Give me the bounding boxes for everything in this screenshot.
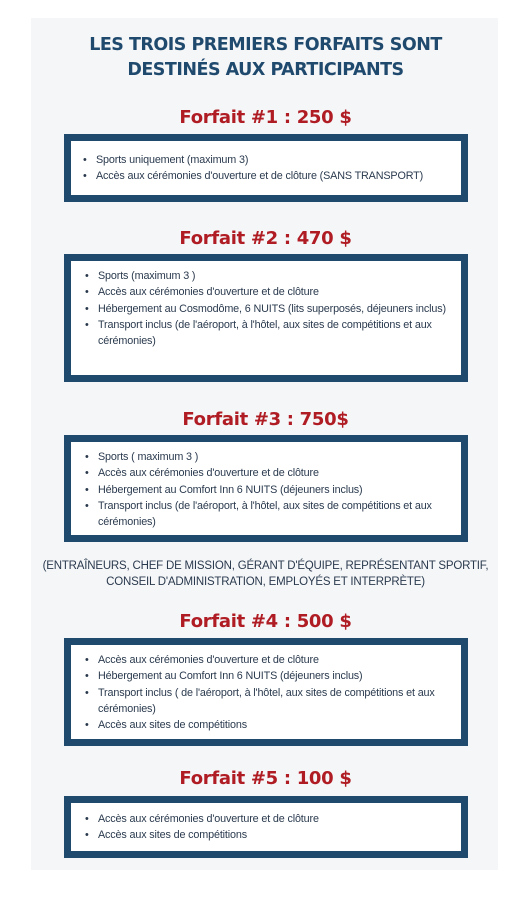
list-item: • Accès aux cérémonies d'ouverture et de clôture [82, 284, 457, 300]
staff-note [0, 558, 531, 590]
page-title-line-1: LES TROIS PREMIERS FORFAITS SONT [89, 35, 442, 55]
list-item: • Transport inclus (de l'aéroport, à l'hôtel, aux sites de compétitions et aux cérémonies) [82, 498, 447, 531]
list-item: • Hébergement au Comfort Inn 6 NUITS (déjeuners inclus) [82, 668, 447, 684]
list-item: • Sports (maximum 3 ) [82, 268, 457, 284]
forfait-5-box [64, 796, 468, 858]
list-item: • Hébergement au Comfort Inn 6 NUITS (déjeuners inclus) [82, 482, 447, 498]
list-item: • Sports ( maximum 3 ) [82, 449, 447, 465]
list-item: • Accès aux cérémonies d'ouverture et de clôture (SANS TRANSPORT) [80, 168, 453, 184]
forfait-4-box [64, 638, 468, 746]
forfait-1-box [64, 134, 468, 202]
forfait-3-list [82, 449, 447, 530]
list-item: • Hébergement au Cosmodôme, 6 NUITS (lits superposés, déjeuners inclus) [82, 301, 457, 317]
forfait-2-title: Forfait #2 : 470 $ [179, 228, 352, 249]
staff-note-line-1: (ENTRAÎNEURS, CHEF DE MISSION, GÉRANT D'ÉQUIPE, REPRÉSENTANT SPORTIF, [42, 560, 489, 572]
forfait-1-title: Forfait #1 : 250 $ [179, 107, 352, 128]
forfait-4-list [82, 652, 447, 733]
staff-note-line-2: CONSEIL D'ADMINISTRATION, EMPLOYÉS ET INTERPRÈTE) [106, 576, 425, 588]
list-item: • Sports uniquement (maximum 3) [80, 152, 453, 168]
forfait-5-title: Forfait #5 : 100 $ [179, 768, 352, 789]
list-item: • Accès aux cérémonies d'ouverture et de clôture [82, 652, 447, 668]
page-title [0, 33, 531, 83]
list-item: • Accès aux cérémonies d'ouverture et de clôture [82, 465, 447, 481]
page-title-line-2: DESTINÉS AUX PARTICIPANTS [127, 60, 404, 80]
list-item: • Accès aux cérémonies d'ouverture et de clôture [82, 811, 447, 827]
list-item: • Transport inclus (de l'aéroport, à l'hôtel, aux sites de compétitions et aux cérémonies) [82, 317, 457, 350]
list-item: • Transport inclus ( de l'aéroport, à l'hôtel, aux sites de compétitions et aux cérémonies) [82, 685, 447, 718]
forfait-5-list [82, 811, 447, 844]
forfait-3-title: Forfait #3 : 750$ [182, 409, 349, 430]
forfait-1-list [80, 152, 453, 185]
list-item: • Accès aux sites de compétitions [82, 827, 447, 843]
forfait-2-box [64, 254, 468, 382]
forfait-2-list [82, 268, 457, 349]
forfait-3-box [64, 435, 468, 542]
forfait-4-title: Forfait #4 : 500 $ [179, 611, 352, 632]
list-item: • Accès aux sites de compétitions [82, 717, 447, 733]
